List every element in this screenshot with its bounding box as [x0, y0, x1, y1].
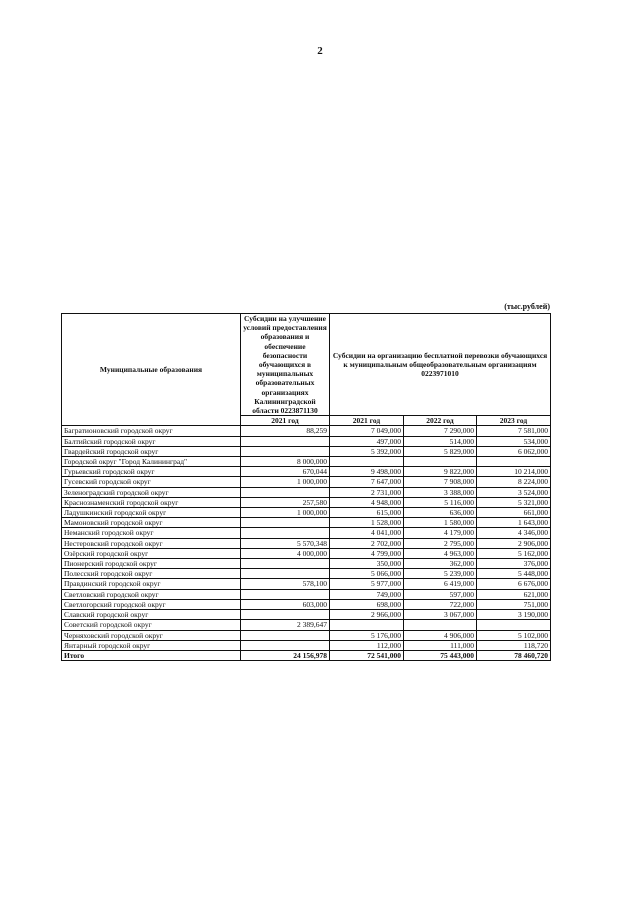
amount-cell: 1 580,000 [404, 518, 477, 528]
amount-cell: 621,000 [477, 589, 551, 599]
table-row [62, 630, 551, 640]
amount-cell [330, 620, 404, 630]
amount-cell: 534,000 [477, 436, 551, 446]
table-row [62, 508, 551, 518]
municipality-name: Неманский городской округ [62, 528, 241, 538]
amount-cell [404, 620, 477, 630]
table-row [62, 457, 551, 467]
municipality-name: Нестеровский городской округ [62, 538, 241, 548]
table-row [62, 599, 551, 609]
amount-cell: 1 000,000 [241, 508, 330, 518]
table-row [62, 487, 551, 497]
amount-cell: 7 908,000 [404, 477, 477, 487]
amount-cell [241, 436, 330, 446]
amount-cell: 9 498,000 [330, 467, 404, 477]
amount-cell: 2 389,647 [241, 620, 330, 630]
amount-cell: 7 581,000 [477, 426, 551, 436]
amount-cell: 5 977,000 [330, 579, 404, 589]
amount-cell: 88,259 [241, 426, 330, 436]
amount-cell: 350,000 [330, 559, 404, 569]
amount-cell [241, 487, 330, 497]
amount-cell: 362,000 [404, 559, 477, 569]
amount-cell: 751,000 [477, 599, 551, 609]
municipality-name: Светловский городской округ [62, 589, 241, 599]
amount-cell: 8 224,000 [477, 477, 551, 487]
municipality-name: Светлогорский городской округ [62, 599, 241, 609]
header-subsidy-safety: Субсидии на улучшение условий предоставления образования и обеспечение безопасности обучающихся в муниципальных образовательных организациях Калининградской области 0223871130 [241, 314, 330, 416]
total-row [62, 650, 551, 660]
amount-cell [241, 630, 330, 640]
municipality-name: Балтийский городской округ [62, 436, 241, 446]
amount-cell: 2 966,000 [330, 610, 404, 620]
amount-cell: 8 000,000 [241, 457, 330, 467]
table-row [62, 426, 551, 436]
amount-cell [404, 457, 477, 467]
subsidies-table [61, 313, 551, 661]
amount-cell: 118,720 [477, 640, 551, 650]
amount-cell: 4 799,000 [330, 548, 404, 558]
amount-cell [477, 620, 551, 630]
amount-cell: 698,000 [330, 599, 404, 609]
municipality-name: Зеленоградский городской округ [62, 487, 241, 497]
amount-cell: 2 795,000 [404, 538, 477, 548]
year-header: 2021 год [241, 416, 330, 426]
municipality-name: Гусевский городской округ [62, 477, 241, 487]
amount-cell: 4 346,000 [477, 528, 551, 538]
municipality-name: Янтарный городской округ [62, 640, 241, 650]
amount-cell: 603,000 [241, 599, 330, 609]
amount-cell: 6 419,000 [404, 579, 477, 589]
amount-cell: 3 190,000 [477, 610, 551, 620]
amount-cell: 9 822,000 [404, 467, 477, 477]
table-row [62, 518, 551, 528]
amount-cell: 4 906,000 [404, 630, 477, 640]
amount-cell: 7 290,000 [404, 426, 477, 436]
amount-cell: 6 676,000 [477, 579, 551, 589]
amount-cell: 2 906,000 [477, 538, 551, 548]
amount-cell: 4 179,000 [404, 528, 477, 538]
amount-cell: 257,580 [241, 497, 330, 507]
table-row [62, 610, 551, 620]
table-row [62, 436, 551, 446]
amount-cell: 5 448,000 [477, 569, 551, 579]
table-row [62, 579, 551, 589]
municipality-name: Городской округ "Город Калининград" [62, 457, 241, 467]
municipality-name: Багратионовский городской округ [62, 426, 241, 436]
table-row [62, 538, 551, 548]
table-row [62, 569, 551, 579]
amount-cell: 5 829,000 [404, 446, 477, 456]
amount-cell: 4 963,000 [404, 548, 477, 558]
amount-cell: 376,000 [477, 559, 551, 569]
amount-cell: 4 948,000 [330, 497, 404, 507]
amount-cell: 597,000 [404, 589, 477, 599]
table-row [62, 589, 551, 599]
amount-cell [330, 457, 404, 467]
municipality-name: Озёрский городской округ [62, 548, 241, 558]
amount-cell: 6 062,000 [477, 446, 551, 456]
table-row [62, 548, 551, 558]
amount-cell: 112,000 [330, 640, 404, 650]
year-header: 2023 год [477, 416, 551, 426]
municipality-name: Черняховский городской округ [62, 630, 241, 640]
amount-cell: 111,000 [404, 640, 477, 650]
amount-cell: 5 162,000 [477, 548, 551, 558]
municipality-name: Гвардейский городской округ [62, 446, 241, 456]
header-municipalities: Муниципальные образования [62, 314, 241, 426]
amount-cell: 5 239,000 [404, 569, 477, 579]
amount-cell: 7 647,000 [330, 477, 404, 487]
amount-cell [241, 559, 330, 569]
table-row [62, 559, 551, 569]
amount-cell: 5 392,000 [330, 446, 404, 456]
table-row [62, 477, 551, 487]
table-row [62, 467, 551, 477]
header-subsidy-transport: Субсидии на организацию бесплатной перевозки обучающихся к муниципальным общеобразовательным организациям 0223971010 [330, 314, 551, 416]
municipality-name: Полесский городской округ [62, 569, 241, 579]
amount-cell: 5 102,000 [477, 630, 551, 640]
municipality-name: Краснознаменский городской округ [62, 497, 241, 507]
amount-cell: 1 643,000 [477, 518, 551, 528]
amount-cell: 5 066,000 [330, 569, 404, 579]
amount-cell: 4 041,000 [330, 528, 404, 538]
amount-cell: 10 214,000 [477, 467, 551, 477]
table-body [62, 426, 551, 661]
amount-cell [241, 446, 330, 456]
amount-cell: 5 176,000 [330, 630, 404, 640]
municipality-name: Гурьевский городской округ [62, 467, 241, 477]
amount-cell: 1 528,000 [330, 518, 404, 528]
table-row [62, 528, 551, 538]
municipality-name: Ладушкинский городской округ [62, 508, 241, 518]
amount-cell: 5 321,000 [477, 497, 551, 507]
year-header: 2022 год [404, 416, 477, 426]
year-header: 2021 год [330, 416, 404, 426]
amount-cell: 7 049,000 [330, 426, 404, 436]
amount-cell: 2 731,000 [330, 487, 404, 497]
municipality-name: Правдинский городской округ [62, 579, 241, 589]
amount-cell: 24 156,978 [241, 650, 330, 660]
amount-cell: 3 388,000 [404, 487, 477, 497]
units-label: (тыс.рублей) [504, 302, 550, 311]
municipality-name: Мамоновский городской округ [62, 518, 241, 528]
amount-cell: 749,000 [330, 589, 404, 599]
amount-cell [241, 569, 330, 579]
amount-cell: 636,000 [404, 508, 477, 518]
amount-cell: 3 524,000 [477, 487, 551, 497]
amount-cell: 75 443,000 [404, 650, 477, 660]
amount-cell: 661,000 [477, 508, 551, 518]
amount-cell: 722,000 [404, 599, 477, 609]
amount-cell: 4 000,000 [241, 548, 330, 558]
amount-cell: 5 570,348 [241, 538, 330, 548]
amount-cell: 615,000 [330, 508, 404, 518]
amount-cell: 2 702,000 [330, 538, 404, 548]
table-row [62, 446, 551, 456]
amount-cell: 3 067,000 [404, 610, 477, 620]
amount-cell: 72 541,000 [330, 650, 404, 660]
amount-cell: 78 460,720 [477, 650, 551, 660]
municipality-name: Советский городской округ [62, 620, 241, 630]
amount-cell: 497,000 [330, 436, 404, 446]
amount-cell [241, 610, 330, 620]
amount-cell [241, 528, 330, 538]
amount-cell: 1 000,000 [241, 477, 330, 487]
table-row [62, 497, 551, 507]
municipality-name: Итого [62, 650, 241, 660]
table-row [62, 640, 551, 650]
amount-cell [241, 518, 330, 528]
amount-cell: 670,044 [241, 467, 330, 477]
amount-cell [477, 457, 551, 467]
amount-cell: 5 116,000 [404, 497, 477, 507]
amount-cell [241, 589, 330, 599]
municipality-name: Славский городской округ [62, 610, 241, 620]
page-number: 2 [317, 45, 323, 57]
table-row [62, 620, 551, 630]
amount-cell: 578,100 [241, 579, 330, 589]
amount-cell: 514,000 [404, 436, 477, 446]
amount-cell [241, 640, 330, 650]
municipality-name: Пионерский городской округ [62, 559, 241, 569]
